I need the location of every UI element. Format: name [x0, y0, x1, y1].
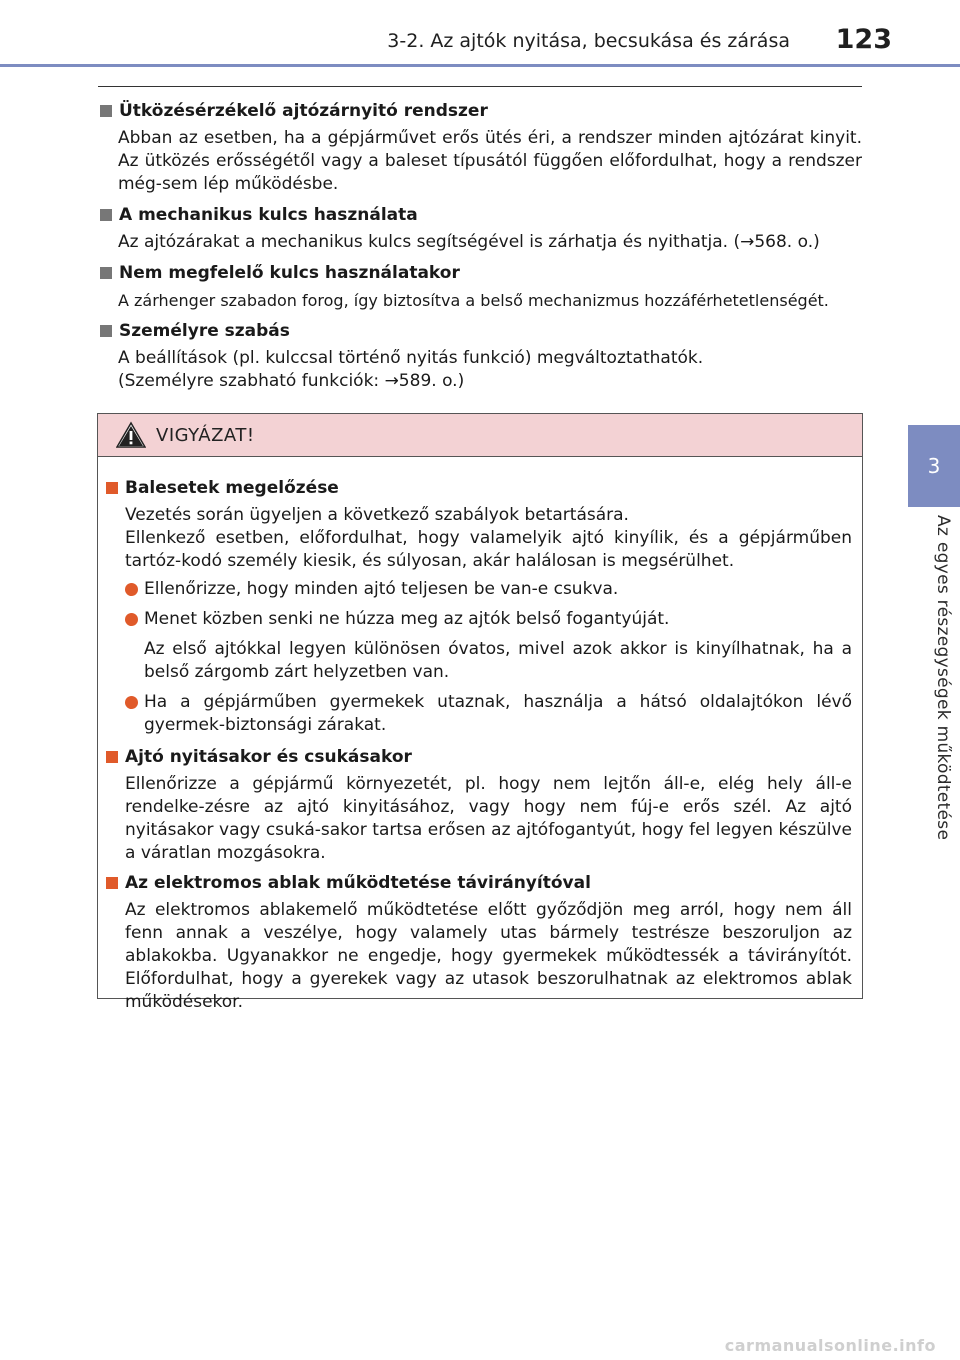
round-bullet-icon	[125, 583, 138, 596]
square-bullet-icon	[100, 267, 112, 279]
section-body-line: (Személyre szabható funkciók: →589. o.)	[118, 371, 465, 391]
section-title-text: A mechanikus kulcs használata	[119, 205, 418, 225]
warning-bullet-text: Ha a gépjárműben gyermekek utaznak, használja a hátsó oldalajtókon lévő gyermek-biztonsági zárakat.	[144, 692, 852, 735]
warning-bullet	[106, 608, 852, 631]
section-body: Abban az esetben, ha a gépjárművet erős ütés éri, a rendszer minden ajtózárat kinyit. Az ütközés erősségétől vagy a baleset típusától függően előfordulhat, hogy a rendszer még-sem lép működésbe.	[118, 128, 862, 194]
warning-body-line: Vezetés során ügyeljen a következő szabályok betartására.	[125, 505, 629, 525]
square-bullet-icon	[106, 751, 118, 763]
warning-item-title	[106, 744, 852, 770]
warning-item-title-text: Ajtó nyitásakor és csukásakor	[125, 747, 412, 767]
section-title	[98, 260, 862, 286]
warning-bullet	[106, 578, 852, 601]
warning-body-line: Ellenkező esetben, előfordulhat, hogy valamelyik ajtó kinyílik, és a gépjárműben tartóz-kodó személy kiesik, és súlyosan, akár halálosan is megsérülhet.	[125, 528, 852, 571]
warning-box	[97, 413, 863, 1012]
section-body: A zárhenger szabadon forog, így biztosítva a belső mechanizmus hozzáférhetetlenségét.	[118, 291, 829, 310]
section-title	[98, 318, 862, 344]
warning-bullet-note: Az első ajtókkal legyen különösen óvatos, mivel azok akkor is kinyílhatnak, ha a belső zárgomb zárt helyzetben van.	[144, 639, 852, 682]
section-body-line: A beállítások (pl. kulccsal történő nyitás funkció) megváltoztathatók.	[118, 348, 704, 368]
warning-title: VIGYÁZAT!	[156, 424, 255, 446]
section-title-text: Személyre szabás	[119, 321, 290, 341]
watermark-link[interactable]: carmanualsonline.info	[724, 1336, 936, 1355]
section-body: Az ajtózárakat a mechanikus kulcs segítségével is zárhatja és nyithatja. (→568. o.)	[118, 232, 820, 252]
section-title	[98, 98, 862, 124]
warning-header	[98, 414, 862, 457]
square-bullet-icon	[106, 482, 118, 494]
page-number: 123	[835, 24, 892, 55]
header-rule	[0, 64, 960, 67]
chapter-title: 3-2. Az ajtók nyitása, becsukása és zárása	[387, 30, 790, 52]
warning-item-body: Az elektromos ablakemelő működtetése előtt győződjön meg arról, hogy nem áll fenn annak a veszélye, hogy valamely utas bármely testrésze beszoruljon az ablakokba. Ugyanakkor ne engedje, hogy gyermekek működtessék a távirányítót. Előfordulhat, hogy a gyerekek vagy az utasok beszorulhatnak az elektromos ablak működésekor.	[125, 900, 852, 1012]
warning-item-title-text: Balesetek megelőzése	[125, 478, 339, 498]
warning-bullet-text: Menet közben senki ne húzza meg az ajtók belső fogantyúját.	[144, 609, 670, 629]
main-content	[98, 98, 862, 399]
round-bullet-icon	[125, 696, 138, 709]
round-bullet-icon	[125, 613, 138, 626]
square-bullet-icon	[100, 209, 112, 221]
warning-item-title-text: Az elektromos ablak működtetése távirányítóval	[125, 873, 591, 893]
chapter-side-label: Az egyes részegységek működtetése	[933, 515, 953, 841]
warning-triangle-icon	[116, 421, 146, 449]
square-bullet-icon	[100, 325, 112, 337]
section-body	[98, 347, 862, 393]
warning-bullet-text: Ellenőrizze, hogy minden ajtó teljesen be van-e csukva.	[144, 579, 619, 599]
warning-bullet	[106, 691, 852, 737]
section-title	[98, 202, 862, 228]
square-bullet-icon	[106, 877, 118, 889]
warning-item-body: Ellenőrizze a gépjármű környezetét, pl. hogy nem lejtőn áll-e, elég hely áll-e rendelke-zésre az ajtó kinyitásához, vagy hogy nem fúj-e erős szél. Az ajtó nyitásakor vagy csuká-sakor tartsa erősen az ajtófogantyút, hogy fel legyen készülve a váratlan mozgásokra.	[125, 774, 852, 863]
section-title-text: Nem megfelelő kulcs használatakor	[119, 263, 460, 283]
content-top-rule	[98, 86, 862, 87]
square-bullet-icon	[100, 105, 112, 117]
chapter-tab[interactable]	[908, 425, 960, 507]
section-title-text: Ütközésérzékelő ajtózárnyitó rendszer	[119, 101, 488, 121]
warning-item-title	[106, 870, 852, 896]
warning-item-title	[106, 475, 852, 501]
warning-item-body	[106, 504, 852, 573]
warning-body	[98, 457, 862, 1014]
chapter-tab-number: 3	[927, 454, 941, 478]
